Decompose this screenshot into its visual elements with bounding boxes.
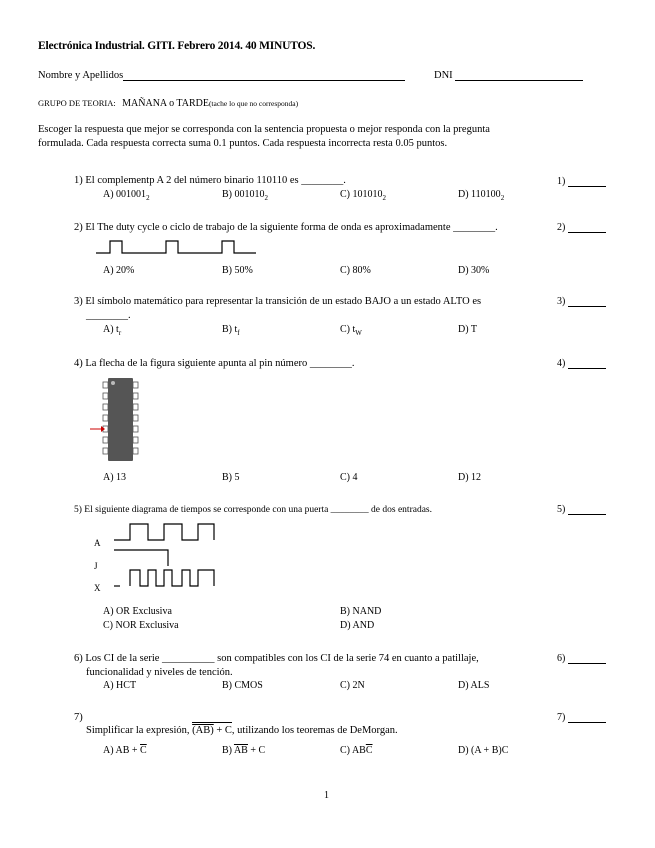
answer-7: 7): [557, 712, 606, 723]
question-7-option-a: A) AB + $\overline{C}$: [103, 745, 147, 756]
question-4-option-d: D) 12: [458, 472, 482, 483]
question-5-timing-diagram: [110, 520, 222, 596]
question-2-option-b: B) 50%: [222, 265, 253, 276]
question-2-option-c: C) 80%: [340, 265, 371, 276]
question-3-text: 3) El símbolo matemático para representar la transición de un estado BAJO a un estado ALTO es: [74, 296, 482, 307]
name-row: [38, 70, 405, 81]
question-7-expression: (AB) + C: [192, 722, 232, 736]
question-5-text: 5) El siguiente diagrama de tiempos se corresponde con una puerta ________ de dos entradas.: [74, 505, 432, 515]
question-4-text: 4) La flecha de la figura siguiente apunta al pin número ________.: [74, 358, 355, 369]
exam-title: Electrónica Industrial. GITI. Febrero 2014. 40 MINUTOS.: [38, 40, 316, 52]
question-3-option-d: D) T: [458, 324, 477, 335]
question-5-option-c: C) NOR Exclusiva: [103, 620, 179, 631]
answer-6: 6): [557, 653, 606, 664]
question-2-waveform: [96, 238, 266, 258]
question-2-option-a: A) 20%: [103, 265, 135, 276]
group-options: MAÑANA o TARDE: [122, 98, 209, 109]
instructions-line-2: formulada. Cada respuesta correcta suma 0.1 puntos. Cada respuesta incorrecta resta 0.05 puntos.: [38, 138, 448, 149]
question-1-option-b: B) $001010_2$: [222, 189, 268, 202]
page-number: 1: [324, 790, 329, 801]
group-label: GRUPO DE TEORIA:: [38, 98, 116, 108]
question-6-option-b: B) CMOS: [222, 680, 263, 691]
instructions-line-1: Escoger la respuesta que mejor se corresponda con la sentencia propuesta o mejor responda con la pregunta: [38, 124, 490, 135]
question-3-option-a: A) $t_r$: [103, 324, 122, 337]
answer-2-field[interactable]: [568, 232, 606, 233]
signal-label-a: A: [94, 538, 101, 548]
question-2-text: 2) El The duty cycle o ciclo de trabajo de la siguiente forma de onda es aproximadamente ________.: [74, 222, 498, 233]
dni-row: [434, 70, 583, 81]
question-3-text-cont: ________.: [86, 310, 131, 321]
question-1-option-a: A) $001001_2$: [103, 189, 150, 202]
question-5-option-a: A) OR Exclusiva: [103, 606, 172, 617]
question-7-option-d: D) (A + B)C: [458, 745, 509, 756]
question-7-option-b: B) $\overline{AB} + C$: [222, 745, 266, 756]
answer-1-field[interactable]: [568, 186, 606, 187]
answer-3-field[interactable]: [568, 306, 606, 307]
answer-5: 5): [557, 504, 606, 515]
question-3-option-b: B) $t_f$: [222, 324, 240, 337]
question-6-option-a: A) HCT: [103, 680, 137, 691]
answer-6-field[interactable]: [568, 663, 606, 664]
group-note: (tache lo que no corresponda): [208, 99, 299, 108]
question-6-option-d: D) ALS: [458, 680, 490, 691]
answer-3: 3): [557, 296, 606, 307]
question-4-option-a: A) 13: [103, 472, 127, 483]
question-4-option-b: B) 5: [222, 472, 240, 483]
answer-7-field[interactable]: [568, 722, 606, 723]
name-label: Nombre y Apellidos: [38, 70, 124, 81]
answer-4: 4): [557, 358, 606, 369]
signal-label-j: J: [94, 561, 98, 571]
question-1-text: 1) El complementp A 2 del número binario 110110 es ________.: [74, 175, 346, 186]
question-4-ic-chip: [88, 377, 148, 465]
question-2-option-d: D) 30%: [458, 265, 490, 276]
question-5-option-d: D) AND: [340, 620, 375, 631]
name-field[interactable]: [123, 80, 405, 81]
question-7-option-c: C) $AB\overline{C}$: [340, 745, 373, 756]
dni-label: DNI: [434, 70, 453, 81]
dni-field[interactable]: [455, 80, 583, 81]
question-6-option-c: C) 2N: [340, 680, 365, 691]
question-4-option-c: C) 4: [340, 472, 358, 483]
question-1-option-c: C) $101010_2$: [340, 189, 386, 202]
group-row: [38, 98, 298, 109]
question-5-option-b: B) NAND: [340, 606, 382, 617]
signal-label-x: X: [94, 583, 101, 593]
answer-5-field[interactable]: [568, 514, 606, 515]
question-3-option-c: C) $t_W$: [340, 324, 362, 337]
question-7-number: 7): [74, 712, 83, 723]
answer-4-field[interactable]: [568, 368, 606, 369]
question-6-text: 6) Los CI de la serie __________ son compatibles con los CI de la serie 74 en cuanto a patillaje,: [74, 653, 479, 664]
answer-2: 2): [557, 222, 606, 233]
question-1-option-d: D) $110100_2$: [458, 189, 505, 202]
question-6-text-cont: funcionalidad y niveles de tención.: [86, 667, 233, 678]
question-7-text: Simplificar la expresión, (AB) + C, utilizando los teoremas de DeMorgan.: [86, 725, 398, 736]
answer-1: 1): [557, 176, 606, 187]
